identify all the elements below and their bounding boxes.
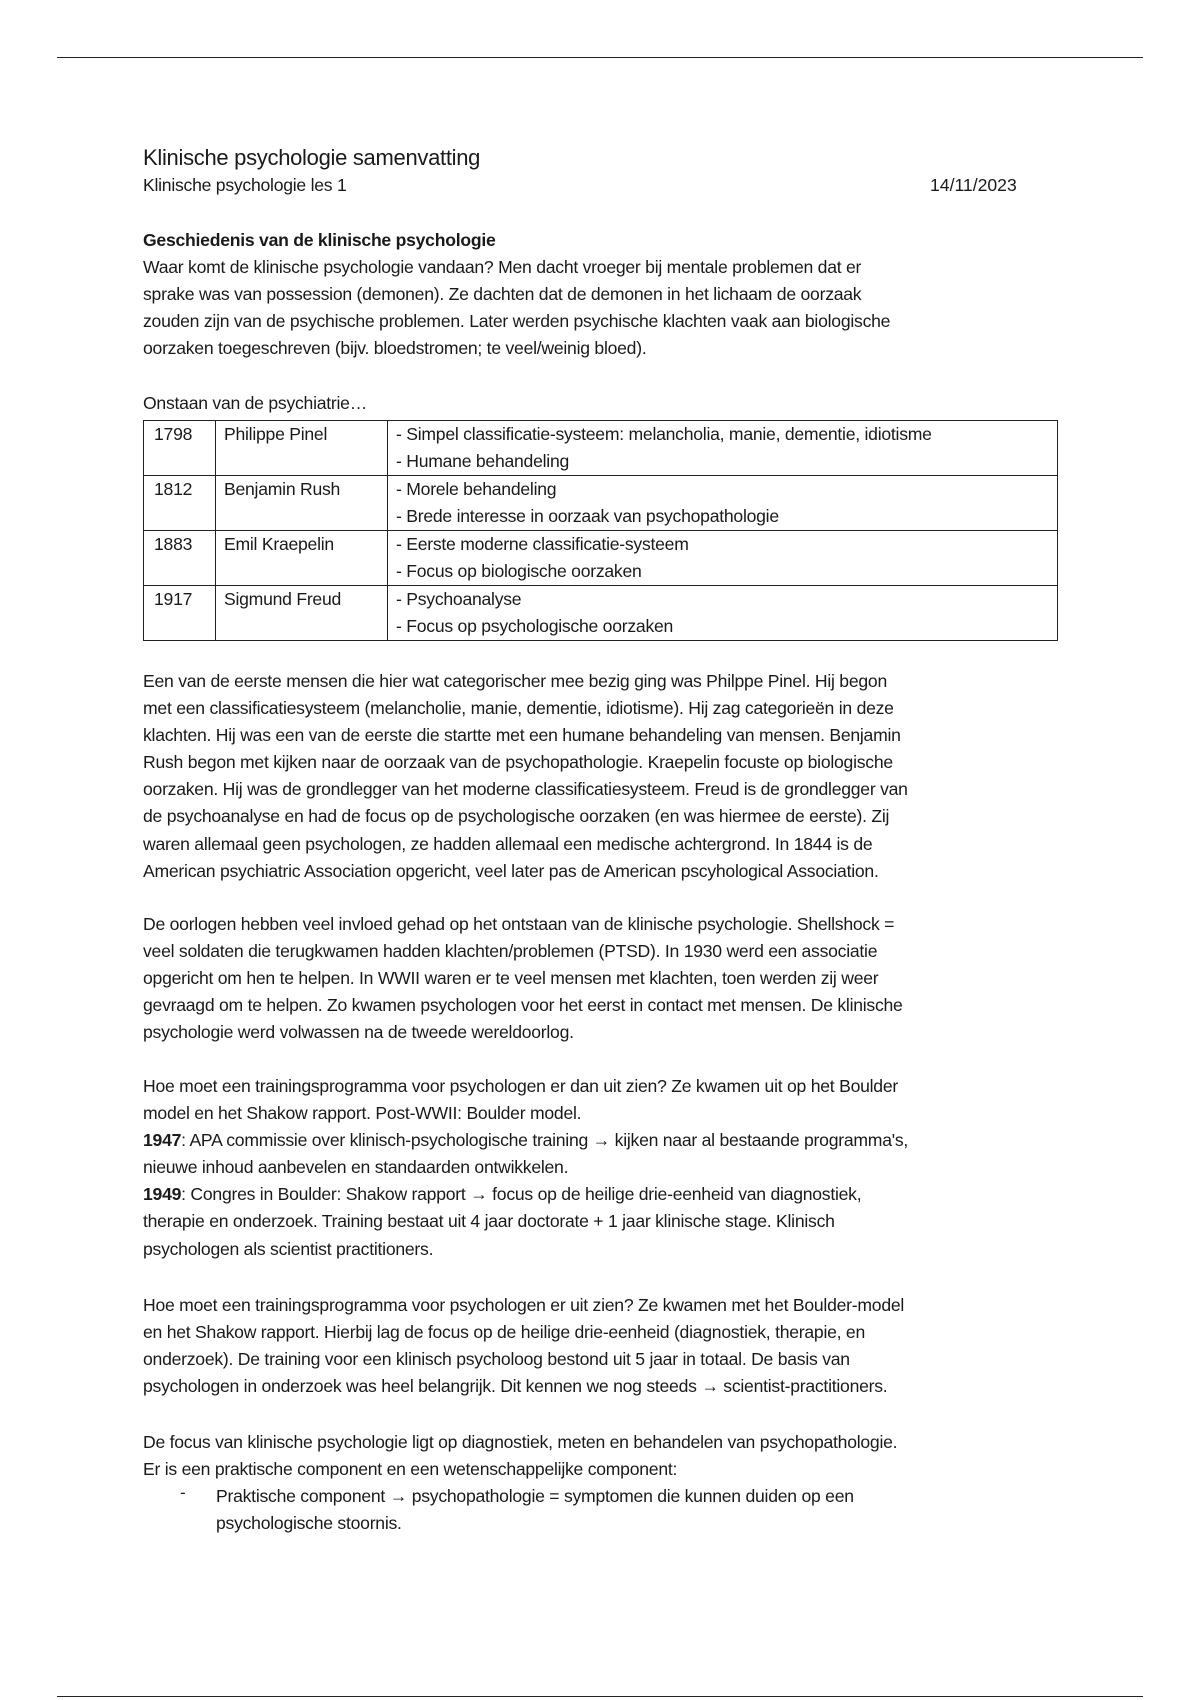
paragraph bbox=[143, 668, 1083, 885]
table-caption: Onstaan van de psychiatrie… bbox=[143, 393, 368, 413]
table-row bbox=[144, 531, 1058, 586]
text-line bbox=[143, 965, 1083, 992]
paragraph bbox=[143, 1073, 1083, 1263]
description-point: - Humane behandeling bbox=[396, 451, 570, 471]
description-cell bbox=[388, 586, 1058, 641]
document-date: 14/11/2023 bbox=[930, 175, 1017, 195]
line-text: Een van de eerste mensen die hier wat categorischer mee bezig ging was Philppe Pinel. Hij begon bbox=[143, 671, 887, 691]
line-text: de psychoanalyse en had de focus op de psychologische oorzaken (en was hiermee de eerste). Zij bbox=[143, 806, 890, 827]
line-text: Waar komt de klinische psychologie vandaan? Men dacht vroeger bij mentale problemen dat er bbox=[143, 257, 862, 277]
paragraph bbox=[143, 1292, 1083, 1400]
line-text: : Congres in Boulder: Shakow rapport → focus op de heilige drie-eenheid van diagnostiek, bbox=[181, 1184, 862, 1205]
description-point: - Focus op biologische oorzaken bbox=[396, 561, 642, 581]
description-cell bbox=[388, 476, 1058, 531]
line-text: opgericht om hen te helpen. In WWII waren er te veel mensen met klachten, toen werden zij weer bbox=[143, 968, 879, 989]
year-cell: 1883 bbox=[144, 531, 216, 586]
history-table bbox=[143, 420, 1058, 641]
line-text: oorzaken. Hij was de grondlegger van het moderne classificatiesysteem. Freud is de grondlegger van bbox=[143, 779, 908, 800]
text-line bbox=[143, 858, 1083, 885]
intro-paragraph bbox=[143, 254, 1083, 362]
text-line bbox=[143, 1208, 1083, 1235]
description-point: - Morele behandeling bbox=[396, 479, 557, 499]
description-cell bbox=[388, 531, 1058, 586]
description-point: - Simpel classificatie-systeem: melancholia, manie, dementie, idiotisme bbox=[396, 424, 932, 444]
line-text: veel soldaten die terugkwamen hadden klachten/problemen (PTSD). In 1930 werd een associatie bbox=[143, 941, 878, 962]
line-text: De oorlogen hebben veel invloed gehad op het ontstaan van de klinische psychologie. Shellshock = bbox=[143, 914, 895, 934]
text-line bbox=[216, 1510, 1096, 1537]
text-line bbox=[143, 1429, 1083, 1456]
text-line bbox=[143, 1292, 1083, 1319]
bold-year: 1949 bbox=[143, 1184, 182, 1205]
text-line bbox=[143, 1154, 1083, 1181]
table-row bbox=[144, 476, 1058, 531]
line-text: Hoe moet een trainingsprogramma voor psychologen er dan uit zien? Ze kwamen uit op het Boulder bbox=[143, 1076, 898, 1096]
line-text: gevraagd om te helpen. Zo kwamen psychologen voor het eerst in contact met mensen. De klinische bbox=[143, 995, 903, 1016]
text-line bbox=[143, 668, 1083, 695]
line-text: Er is een praktische component en een wetenschappelijke component: bbox=[143, 1459, 678, 1480]
section-heading bbox=[143, 227, 1083, 254]
table-row bbox=[144, 421, 1058, 476]
name-cell: Philippe Pinel bbox=[216, 421, 388, 476]
year-cell: 1812 bbox=[144, 476, 216, 531]
line-text: psychologie werd volwassen na de tweede wereldoorlog. bbox=[143, 1022, 574, 1043]
description-point: - Focus op psychologische oorzaken bbox=[396, 616, 674, 636]
bold-year: 1947 bbox=[143, 1130, 182, 1151]
text-line bbox=[143, 695, 1083, 722]
line-text: psychologische stoornis. bbox=[216, 1513, 402, 1534]
text-line bbox=[143, 992, 1083, 1019]
table-row bbox=[144, 586, 1058, 641]
line-text: zouden zijn van de psychische problemen. Later werden psychische klachten vaak aan biologische bbox=[143, 311, 891, 332]
line-text: en het Shakow rapport. Hierbij lag de focus op de heilige drie-eenheid (diagnostiek, therapie, en bbox=[143, 1322, 866, 1343]
text-line bbox=[216, 1483, 1096, 1510]
line-text: met een classificatiesysteem (melancholie, manie, dementie, idiotisme). Hij zag categorieën in deze bbox=[143, 698, 894, 719]
text-line bbox=[143, 1319, 1083, 1346]
text-line bbox=[143, 1181, 1083, 1208]
text-line bbox=[143, 776, 1083, 803]
text-line bbox=[143, 308, 1083, 335]
text-line bbox=[143, 335, 1083, 362]
footer-rule bbox=[57, 1696, 1143, 1697]
line-text: oorzaken toegeschreven (bijv. bloedstromen; te veel/weinig bloed). bbox=[143, 338, 647, 359]
line-text: model en het Shakow rapport. Post-WWII: Boulder model. bbox=[143, 1103, 582, 1124]
line-text: nieuwe inhoud aanbevelen en standaarden ontwikkelen. bbox=[143, 1157, 569, 1178]
paragraph bbox=[143, 1429, 1083, 1483]
document-subtitle: Klinische psychologie les 1 bbox=[143, 175, 347, 195]
line-text: therapie en onderzoek. Training bestaat uit 4 jaar doctorate + 1 jaar klinische stage. Klinisch bbox=[143, 1211, 835, 1232]
line-text: waren allemaal geen psychologen, ze hadden allemaal een medische achtergrond. In 1844 is de bbox=[143, 833, 873, 854]
line-text: American psychiatric Association opgericht, veel later pas de American pscyhological Association. bbox=[143, 860, 879, 881]
text-line bbox=[143, 1236, 1083, 1263]
description-point: - Psychoanalyse bbox=[396, 589, 522, 609]
header-rule bbox=[57, 57, 1143, 58]
text-line bbox=[143, 749, 1083, 776]
text-line bbox=[143, 722, 1083, 749]
text-line bbox=[143, 1127, 1083, 1154]
bullet-item bbox=[216, 1483, 1096, 1537]
name-cell: Sigmund Freud bbox=[216, 586, 388, 641]
text-line bbox=[143, 938, 1083, 965]
text-line bbox=[143, 1346, 1083, 1373]
paragraph bbox=[143, 911, 1083, 1046]
line-text: sprake was van possession (demonen). Ze dachten dat de demonen in het lichaam de oorzaak bbox=[143, 284, 862, 305]
line-text: onderzoek). De training voor een klinisch psycholoog bestond uit 5 jaar in totaal. De basis van bbox=[143, 1349, 850, 1370]
year-cell: 1917 bbox=[144, 586, 216, 641]
bullet-marker: - bbox=[180, 1483, 186, 1502]
year-cell: 1798 bbox=[144, 421, 216, 476]
text-line bbox=[143, 1456, 1083, 1483]
section-heading-text: Geschiedenis van de klinische psychologie bbox=[143, 230, 496, 250]
description-point: - Eerste moderne classificatie-systeem bbox=[396, 534, 689, 554]
text-line bbox=[143, 281, 1083, 308]
line-text: klachten. Hij was een van de eerste die startte met een humane behandeling van mensen. Benjamin bbox=[143, 725, 901, 746]
text-line bbox=[143, 1100, 1083, 1127]
text-line bbox=[143, 1373, 1083, 1400]
line-text: : APA commissie over klinisch-psychologische training → kijken naar al bestaande programma's, bbox=[181, 1130, 909, 1151]
text-line bbox=[143, 1073, 1083, 1100]
description-cell bbox=[388, 421, 1058, 476]
document-title: Klinische psychologie samenvatting bbox=[143, 145, 481, 170]
line-text: Hoe moet een trainingsprogramma voor psychologen er uit zien? Ze kwamen met het Boulder-model bbox=[143, 1295, 905, 1315]
text-line bbox=[143, 831, 1083, 858]
name-cell: Emil Kraepelin bbox=[216, 531, 388, 586]
text-line bbox=[143, 1019, 1083, 1046]
text-line bbox=[143, 803, 1083, 830]
line-text: De focus van klinische psychologie ligt op diagnostiek, meten en behandelen van psychopathologie. bbox=[143, 1432, 898, 1452]
line-text: psychologen als scientist practitioners. bbox=[143, 1238, 434, 1259]
line-text: Praktische component → psychopathologie = symptomen die kunnen duiden op een bbox=[216, 1486, 854, 1506]
line-text: psychologen in onderzoek was heel belangrijk. Dit kennen we nog steeds → scientist-practitioners. bbox=[143, 1376, 888, 1397]
line-text: Rush begon met kijken naar de oorzaak van de psychopathologie. Kraepelin focuste op biologische bbox=[143, 752, 893, 773]
name-cell: Benjamin Rush bbox=[216, 476, 388, 531]
text-line bbox=[143, 911, 1083, 938]
text-line bbox=[143, 254, 1083, 281]
description-point: - Brede interesse in oorzaak van psychopathologie bbox=[396, 506, 779, 526]
